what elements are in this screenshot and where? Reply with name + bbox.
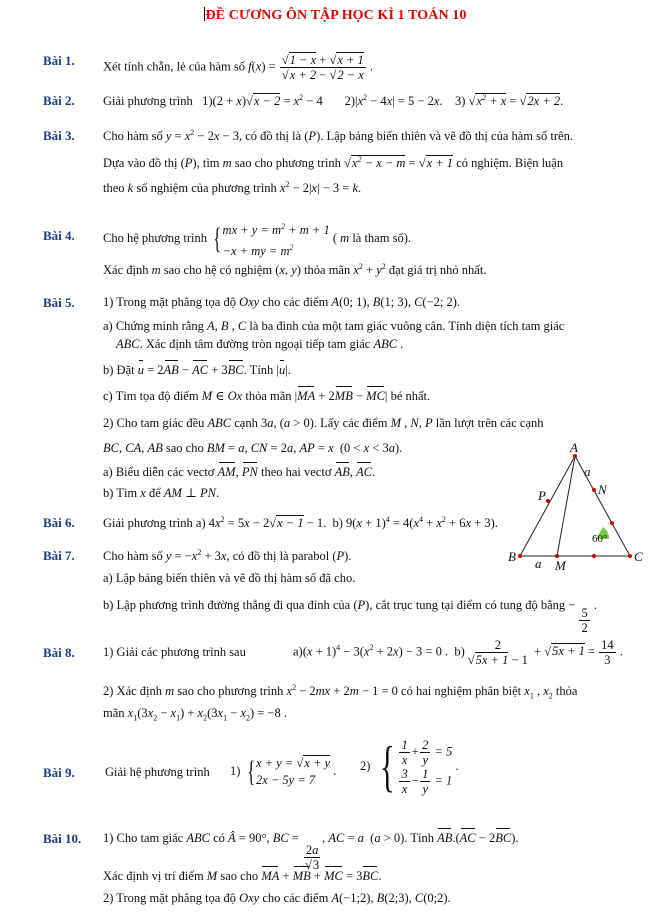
figure-labels bbox=[508, 440, 643, 570]
problem-text: 1) Trong mặt phẳng tọa độ Oxy cho các điểm A(0; 1), B(1; 3), C(−2; 2). bbox=[103, 295, 461, 309]
problem-label: Bài 5. bbox=[43, 295, 75, 310]
problem-text: Xét tính chẵn, lẻ của hàm số f(x) = $\frac{√1 - x + √x + 1}{√x + 2 - √2 - x}$ . bbox=[103, 53, 374, 82]
problem-10 bbox=[0, 822, 670, 872]
svg-text:B: B bbox=[508, 549, 516, 564]
problem-4 bbox=[0, 218, 670, 259]
svg-text:N: N bbox=[598, 482, 607, 497]
problem-8: Bài 8. 1) Giải các phương trình sau $a)(x + 1)^4 - 3(x^2 + 2x) - 3 = 0$ . b) $\frac{2}{√5x + 1 - 1}$ + √5x + 1 = $\frac{14}{3}$ . bbox=[43, 638, 623, 667]
problem-label: Bài 9. bbox=[43, 765, 75, 780]
side-ab bbox=[520, 456, 575, 556]
problem-text: Cho hệ phương trình { mx + $y = m^2 + m + 1$ −x + my = $m^2$ ( m là tham số). bbox=[103, 222, 411, 259]
svg-text:a: a bbox=[584, 464, 591, 479]
svg-text:C: C bbox=[634, 549, 643, 564]
problem-text: Cho hàm số $y = -x^2 + 3x$, có đồ thị là parabol (P). bbox=[103, 548, 352, 564]
problem-text: 1) Cho tam giác ABC có Â = 90°, BC = $\frac{2a}{√3}$ , AC = a (a > 0). Tính AB.(AC − 2BC). bbox=[103, 831, 519, 872]
triangle-figure bbox=[500, 440, 660, 570]
svg-text:P: P bbox=[538, 488, 546, 503]
problem-label: Bài 1. bbox=[43, 53, 75, 68]
svg-text:60°: 60° bbox=[592, 533, 608, 545]
svg-text:A: A bbox=[570, 440, 578, 455]
problem-text: Giải phương trình $1)(2 + x)√x - 2 = x^2 - 4$ $2)|x^2 - 4x| = 5 - 2x$. 3) $√x^2 + x = √2x + 2$. bbox=[103, 93, 564, 109]
problem-label: Bài 3. bbox=[43, 128, 75, 143]
problem-text: Giải hệ phương trình bbox=[105, 765, 210, 779]
problem-label: Bài 10. bbox=[43, 831, 82, 846]
text-cursor bbox=[204, 7, 205, 21]
svg-text:a: a bbox=[535, 556, 542, 570]
problem-label: Bài 7. bbox=[43, 548, 75, 563]
problem-text: Cho hàm số $y = x^2 - 2x - 3$, có đồ thị là (P). Lập bảng biến thiên và vẽ đồ thị của hàm số trên. bbox=[103, 128, 573, 144]
problem-label: Bài 2. bbox=[43, 93, 75, 108]
problem-text: 1) Giải các phương trình sau bbox=[103, 645, 246, 659]
segment-am bbox=[557, 456, 575, 556]
problem-1 bbox=[0, 42, 670, 82]
point-markers bbox=[518, 454, 632, 558]
problem-7-b: b) Lập phương trình đường thẳng đi qua đỉnh của (P), cắt trục tung tại điểm có tung độ bằng − $\frac{5}{2}$ . bbox=[103, 598, 597, 635]
svg-text:M: M bbox=[555, 558, 566, 570]
problem-9: Bài 9. Giải hệ phương trình 1) { x + y = √x + y 2x − 5y = 7 . 2) { $\frac{1}{x}$ + $\frac{2}{y}$ = 5 $\frac{3}{x}$ − $\frac{1}{y}$ = 1 . bbox=[43, 736, 459, 798]
problem-text: Giải phương trình a) $4x^2 = 5x - 2√x - 1 - 1$. b) $9(x + 1)^4 = 4(x^4 + x^2 + 6x + 3)$. bbox=[103, 515, 498, 531]
problem-label: Bài 4. bbox=[43, 228, 75, 243]
problem-label: Bài 8. bbox=[43, 645, 75, 660]
document-title: ĐỀ CƯƠNG ÔN TẬP HỌC KÌ 1 TOÁN 10 bbox=[205, 8, 467, 23]
problem-label: Bài 6. bbox=[43, 515, 75, 530]
problem-2 bbox=[0, 93, 670, 111]
